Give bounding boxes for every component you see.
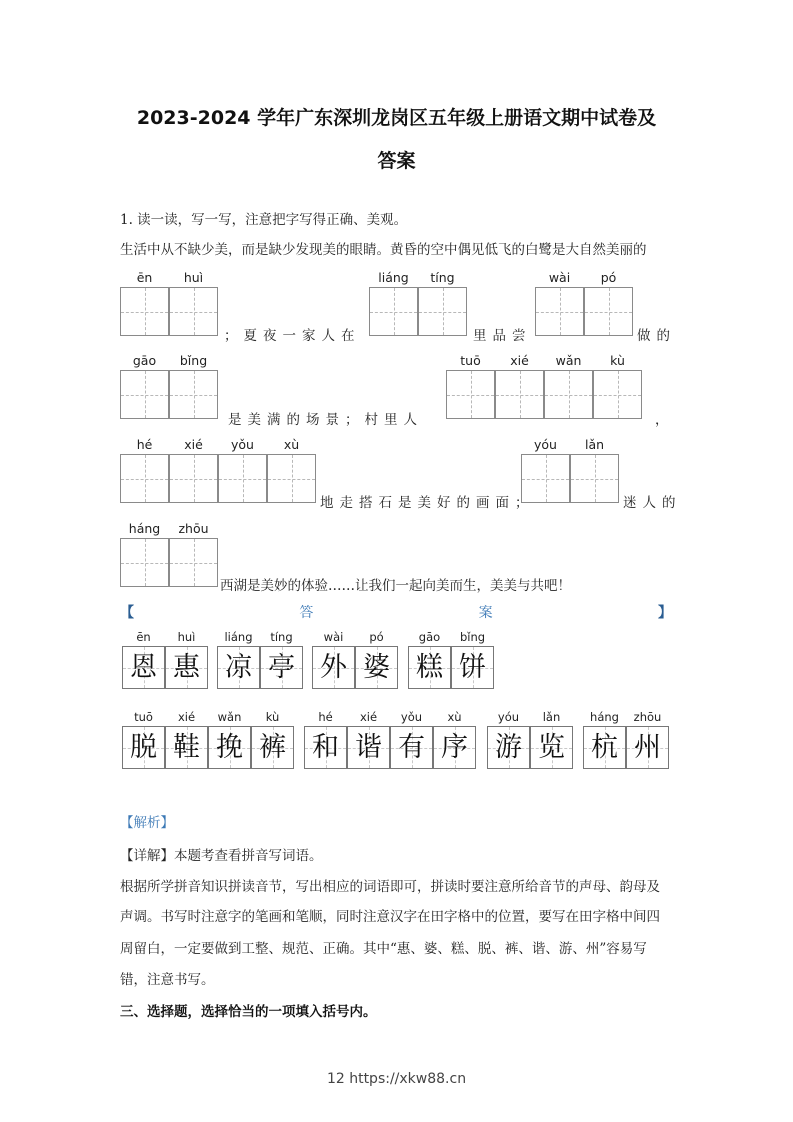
- answer-char-cell: [408, 646, 451, 689]
- answer-char-cell: [217, 646, 260, 689]
- writing-grid-cell[interactable]: [521, 454, 570, 503]
- answer-char-cell: [312, 646, 355, 689]
- writing-grid-cell[interactable]: [169, 370, 218, 419]
- answer-char-cell: [583, 726, 626, 769]
- answer-char: 有: [398, 732, 425, 763]
- blank-pinyin: tíng: [430, 270, 455, 285]
- detail-label: 【详解】: [120, 848, 174, 864]
- blank-pinyin: gāo: [132, 353, 157, 368]
- answer-pinyin: xié: [359, 710, 378, 724]
- blank-pinyin: ēn: [136, 270, 153, 285]
- answer-pinyin: tuō: [134, 710, 153, 724]
- blank-pinyin: lǎn: [584, 437, 605, 452]
- answer-char-cell: [355, 646, 398, 689]
- answer-char: 鞋: [173, 732, 200, 763]
- answer-char-cell: [390, 726, 433, 769]
- answer-char-cell: [433, 726, 476, 769]
- analysis-paragraph-line: 周留白，一定要做到工整、规范、正确。其中“惠、婆、糕、脱、裤、谐、游、州”容易写: [120, 941, 647, 957]
- blank-pinyin: pó: [600, 270, 617, 285]
- question-text-segment: 是美满的场景；村里人: [228, 412, 423, 428]
- answer-char: 亭: [268, 652, 295, 683]
- writing-grid-cell[interactable]: [570, 454, 619, 503]
- blank-pinyin: liáng: [378, 270, 409, 285]
- answer-char-cell: [530, 726, 573, 769]
- answer-char-cell: [122, 646, 165, 689]
- analysis-paragraph-line: 声调。书写时注意字的笔画和笔顺，同时注意汉字在田字格中的位置，要写在田字格中间四: [120, 909, 660, 925]
- answer-pinyin: lǎn: [542, 710, 561, 724]
- answer-char: 凉: [225, 652, 252, 683]
- writing-grid-cell[interactable]: [418, 287, 467, 336]
- answer-pinyin: wài: [323, 630, 344, 644]
- answer-char-cell: [487, 726, 530, 769]
- question-instruction: 1. 读一读，写一写，注意把字写得正确、美观。: [120, 212, 408, 228]
- answer-heading: [120, 602, 672, 622]
- blank-pinyin: huì: [183, 270, 204, 285]
- answer-pinyin: bǐng: [459, 630, 486, 644]
- writing-grid-cell[interactable]: [584, 287, 633, 336]
- writing-grid-cell[interactable]: [120, 454, 169, 503]
- question-text-segment: 地走搭石是美好的画面；: [320, 495, 535, 511]
- page-footer: 12 https://xkw88.cn: [326, 1071, 467, 1087]
- writing-grid-cell[interactable]: [446, 370, 495, 419]
- answer-pinyin: tíng: [270, 630, 293, 644]
- writing-grid-cell[interactable]: [267, 454, 316, 503]
- detail-text: 本题考查看拼音写词语。: [174, 848, 323, 864]
- answer-char: 婆: [363, 652, 390, 683]
- question-intro: 生活中从不缺少美，而是缺少发现美的眼睛。黄昏的空中偶见低飞的白鹭是大自然美丽的: [120, 242, 647, 258]
- answer-char-cell: [451, 646, 494, 689]
- answer-char: 杭: [591, 732, 618, 763]
- answer-label-char: 案: [478, 605, 493, 621]
- blank-pinyin: wài: [548, 270, 571, 285]
- answer-pinyin: huì: [177, 630, 196, 644]
- section-heading: 三、选择题，选择恰当的一项填入括号内。: [120, 1004, 377, 1020]
- answer-char: 州: [634, 732, 661, 763]
- writing-grid-cell[interactable]: [169, 454, 218, 503]
- analysis-label: 【解析】: [120, 815, 174, 831]
- question-text-segment: 做的: [637, 328, 676, 344]
- answer-char-cell: [304, 726, 347, 769]
- answer-pinyin: zhōu: [633, 710, 662, 724]
- answer-char: 脱: [130, 732, 157, 763]
- answer-pinyin: wǎn: [217, 710, 242, 724]
- question-text-segment: 西湖是美妙的体验……让我们一起向美而生，美美与共吧！: [220, 578, 571, 594]
- writing-grid-cell[interactable]: [495, 370, 544, 419]
- analysis-paragraph-line: 根据所学拼音知识拼读音节，写出相应的词语即可，拼读时要注意所给音节的声母、韵母及: [120, 879, 660, 895]
- answer-char: 游: [495, 732, 522, 763]
- answer-bracket-close: 】: [657, 605, 672, 621]
- answer-pinyin: pó: [369, 630, 384, 644]
- answer-pinyin: liáng: [224, 630, 253, 644]
- answer-char-cell: [347, 726, 390, 769]
- answer-pinyin: yóu: [497, 710, 520, 724]
- writing-grid-cell[interactable]: [218, 454, 267, 503]
- answer-char: 外: [320, 652, 347, 683]
- answer-char: 惠: [173, 652, 200, 683]
- blank-pinyin: háng: [128, 521, 161, 536]
- writing-grid-cell[interactable]: [369, 287, 418, 336]
- answer-char-cell: [260, 646, 303, 689]
- answer-pinyin: gāo: [418, 630, 441, 644]
- blank-pinyin: yóu: [534, 437, 557, 452]
- writing-grid-cell[interactable]: [535, 287, 584, 336]
- blank-pinyin: yǒu: [231, 437, 254, 452]
- blank-pinyin: bǐng: [179, 353, 208, 368]
- answer-pinyin: hé: [318, 710, 333, 724]
- question-text-segment: 里品尝: [473, 328, 532, 344]
- answer-char: 和: [312, 732, 339, 763]
- analysis-detail: [120, 844, 323, 864]
- answer-char-cell: [251, 726, 294, 769]
- answer-pinyin: yǒu: [400, 710, 423, 724]
- question-text-segment: ；夏夜一家人在: [224, 328, 361, 344]
- blank-pinyin: tuō: [460, 353, 481, 368]
- answer-char: 序: [441, 732, 468, 763]
- answer-char: 恩: [130, 652, 157, 683]
- blank-pinyin: xié: [510, 353, 529, 368]
- writing-grid-cell[interactable]: [593, 370, 642, 419]
- blank-pinyin: xù: [283, 437, 300, 452]
- answer-pinyin: xù: [447, 710, 462, 724]
- analysis-paragraph-line: 错，注意书写。: [120, 972, 215, 988]
- answer-char-cell: [208, 726, 251, 769]
- answer-pinyin: ēn: [136, 630, 151, 644]
- answer-char: 糕: [416, 652, 443, 683]
- answer-pinyin: xié: [177, 710, 196, 724]
- answer-char-cell: [165, 726, 208, 769]
- answer-char-cell: [165, 646, 208, 689]
- answer-bracket-open: 【: [120, 605, 134, 621]
- page-title-line2: 答案: [377, 150, 416, 172]
- writing-grid-cell[interactable]: [120, 538, 169, 587]
- writing-grid-cell[interactable]: [169, 538, 218, 587]
- answer-char-cell: [122, 726, 165, 769]
- answer-char: 裤: [259, 732, 286, 763]
- blank-pinyin: xié: [184, 437, 203, 452]
- answer-label-char: 答: [299, 605, 314, 621]
- blank-pinyin: zhōu: [178, 521, 209, 536]
- answer-pinyin: háng: [590, 710, 619, 724]
- answer-char: 挽: [216, 732, 243, 763]
- writing-grid-cell[interactable]: [120, 287, 169, 336]
- blank-pinyin: hé: [136, 437, 153, 452]
- writing-grid-cell[interactable]: [169, 287, 218, 336]
- page-title-line1: 2023-2024 学年广东深圳龙岗区五年级上册语文期中试卷及: [136, 107, 657, 129]
- answer-char: 谐: [355, 732, 382, 763]
- writing-grid-cell[interactable]: [544, 370, 593, 419]
- answer-pinyin: kù: [265, 710, 280, 724]
- answer-char: 饼: [459, 652, 486, 683]
- writing-grid-cell[interactable]: [120, 370, 169, 419]
- question-text-segment: ，: [655, 412, 675, 428]
- answer-char-cell: [626, 726, 669, 769]
- question-text-segment: 迷人的: [623, 495, 682, 511]
- blank-pinyin: kù: [610, 353, 625, 368]
- blank-pinyin: wǎn: [555, 353, 582, 368]
- answer-char: 览: [538, 732, 565, 763]
